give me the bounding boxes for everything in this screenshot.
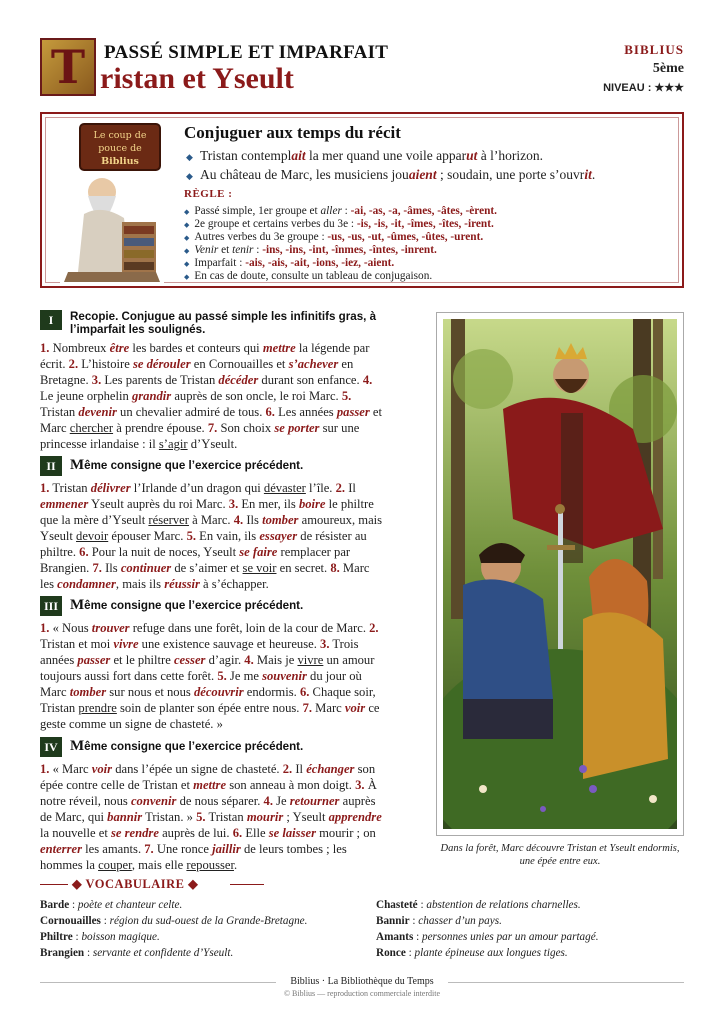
exercise-instruction: Même consigne que l’exercice précédent. xyxy=(70,457,304,473)
rule-item: ◆ Venir et tenir : -ins, -ins, -int, -înmes, -întes, -inrent. xyxy=(184,244,437,256)
rule-item: ◆ Imparfait : -ais, -ais, -ait, -ions, -iez, -aient. xyxy=(184,257,395,269)
page-subtitle: PASSÉ SIMPLE ET IMPARFAIT xyxy=(104,42,389,63)
lettrine-illumination xyxy=(40,38,96,96)
vocabulary-heading: ◆ VOCABULAIRE ◆ xyxy=(40,876,264,892)
page-header xyxy=(40,38,684,104)
illustration-frame xyxy=(436,312,684,836)
brand-name: BIBLIUS xyxy=(624,42,684,57)
exercise-number: I xyxy=(40,310,62,330)
school-level: 5ème xyxy=(652,61,684,76)
vocab-entry: Ronce : plante épineuse aux longues tiges. xyxy=(376,947,568,959)
vocab-entry: Barde : poète et chanteur celte. xyxy=(40,899,183,911)
exercise-instruction: Même consigne que l’exercice précédent. xyxy=(70,738,304,754)
exercise-number: III xyxy=(40,596,62,616)
rule-box-title: Conjuguer aux temps du récit xyxy=(184,123,401,142)
badge-line-3: Biblius xyxy=(101,156,139,167)
vocab-entry: Brangien : servante et confidente d’Yseult. xyxy=(40,947,234,959)
badge-line-2: pouce de xyxy=(98,143,142,154)
page-title: ristan et Yseult xyxy=(100,62,294,95)
vocab-entry: Philtre : boisson magique. xyxy=(40,931,160,943)
rule-item: ◆ Autres verbes du 3e groupe : -us, -us, -ut, -ûmes, -ûtes, -urent. xyxy=(184,231,484,243)
rule-box xyxy=(40,112,684,288)
forest-scene-illustration xyxy=(443,319,677,829)
exercise-number: II xyxy=(40,456,62,476)
exercise-2 xyxy=(40,456,386,592)
rule-item: ◆ Passé simple, 1er groupe et aller : -ai, -as, -a, -âmes, -âtes, -èrent. xyxy=(184,205,497,217)
illustration-caption: Dans la forêt, Marc découvre Tristan et Yseult endormis, une épée entre eux. xyxy=(440,843,680,867)
footer-title: Biblius · La Bibliothèque du Temps xyxy=(290,976,434,987)
exercise-1 xyxy=(40,310,386,452)
vocab-entry: Chasteté : abstention de relations charnelles. xyxy=(376,899,581,911)
exercise-4 xyxy=(40,737,386,873)
example-sentence-1: ◆ Tristan contemplait la mer quand une voile apparut à l’horizon. xyxy=(186,148,543,163)
exercise-number: IV xyxy=(40,737,62,757)
vocab-entry: Bannir : chasser d’un pays. xyxy=(376,915,502,927)
exercise-text: 1. « Nous trouver refuge dans une forêt, loin de la cour de Marc. 2. Tristan et moi vivre une existence sauvage et heureuse. 3. Trois années passer et le philtre cesser d’agir. 4. Mais je vivre un amour toujours aussi fort dans cette forêt. 5. Je me souvenir du jour où Marc tomber sur nous et nous découvrir endormis. 6. Chaque soir, Tristan prendre soin de planter son épée entre nous. 7. Marc voir ce geste comme un signe de chasteté. » xyxy=(40,621,380,731)
rule-item: ◆ En cas de doute, consulte un tableau de conjugaison. xyxy=(184,270,433,282)
rule-item: ◆ 2e groupe et certains verbes du 3e : -is, -is, -it, -îmes, -îtes, -irent. xyxy=(184,218,494,230)
lettrine-letter: T xyxy=(50,40,86,94)
exercise-instruction: Même consigne que l’exercice précédent. xyxy=(70,597,304,613)
exercise-text: 1. Nombreux être les bardes et conteurs qui mettre la légende par écrit. 2. L’histoire se dérouler en Cornouailles et s’achever en Bretagne. 3. Les parents de Tristan décéder durant son enfance. 4. Le jeune orphelin grandir auprès de son oncle, le roi Marc. 5. Tristan devenir un chevalier admiré de tous. 6. Les années passer et Marc chercher à prendre épouse. 7. Son choix se porter sur une princesse irlandaise : il s’agir d’Yseult. xyxy=(40,341,382,451)
exercise-instruction: Recopie. Conjugue au passé simple les infinitifs gras, à l’imparfait les soulignés. xyxy=(70,310,377,336)
rule-heading: RÈGLE : xyxy=(184,188,233,200)
difficulty-level: NIVEAU : ★★★ xyxy=(603,82,684,94)
footer-copyright: © Biblius — reproduction commerciale interdite xyxy=(283,989,441,998)
exercise-text: 1. Tristan délivrer l’Irlande d’un dragon qui dévaster l’île. 2. Il emmener Yseult auprès du roi Marc. 3. En mer, ils boire le philtre que la mère d’Yseult réserver à Marc. 4. Ils tomber amoureux, mais Yseult devoir épouser Marc. 5. En vain, ils essayer de résister au philtre. 6. Pour la nuit de noces, Yseult se faire remplacer par Brangien. 7. Ils continuer de s’aimer et se voir en secret. 8. Marc les condamner, mais ils réussir à s’échapper. xyxy=(40,481,383,591)
badge-line-1: Le coup de xyxy=(93,130,147,141)
exercise-3 xyxy=(40,596,386,732)
exercise-text: 1. « Marc voir dans l’épée un signe de chasteté. 2. Il échanger son épée contre celle de Tristan et mettre son anneau à mon doigt. 3. À notre réveil, nous convenir de nous séparer. 4. Je retourner auprès de Marc, qui bannir Tristan. » 5. Tristan mourir ; Yseult apprendre la nouvelle et se rendre auprès de lui. 6. Elle se laisser mourir ; on enterrer les amants. 7. Une ronce jaillir de leurs tombes ; les hommes la couper, mais elle repousser. xyxy=(40,762,382,872)
example-sentence-2: ◆ Au château de Marc, les musiciens jouaient ; soudain, une porte s’ouvrit. xyxy=(186,167,596,182)
vocab-entry: Cornouailles : région du sud-ouest de la Grande-Bretagne. xyxy=(40,915,308,927)
vocab-entry: Amants : personnes unies par un amour partagé. xyxy=(376,931,599,943)
biblius-mascot-illustration xyxy=(60,122,164,284)
page-footer xyxy=(40,976,684,998)
